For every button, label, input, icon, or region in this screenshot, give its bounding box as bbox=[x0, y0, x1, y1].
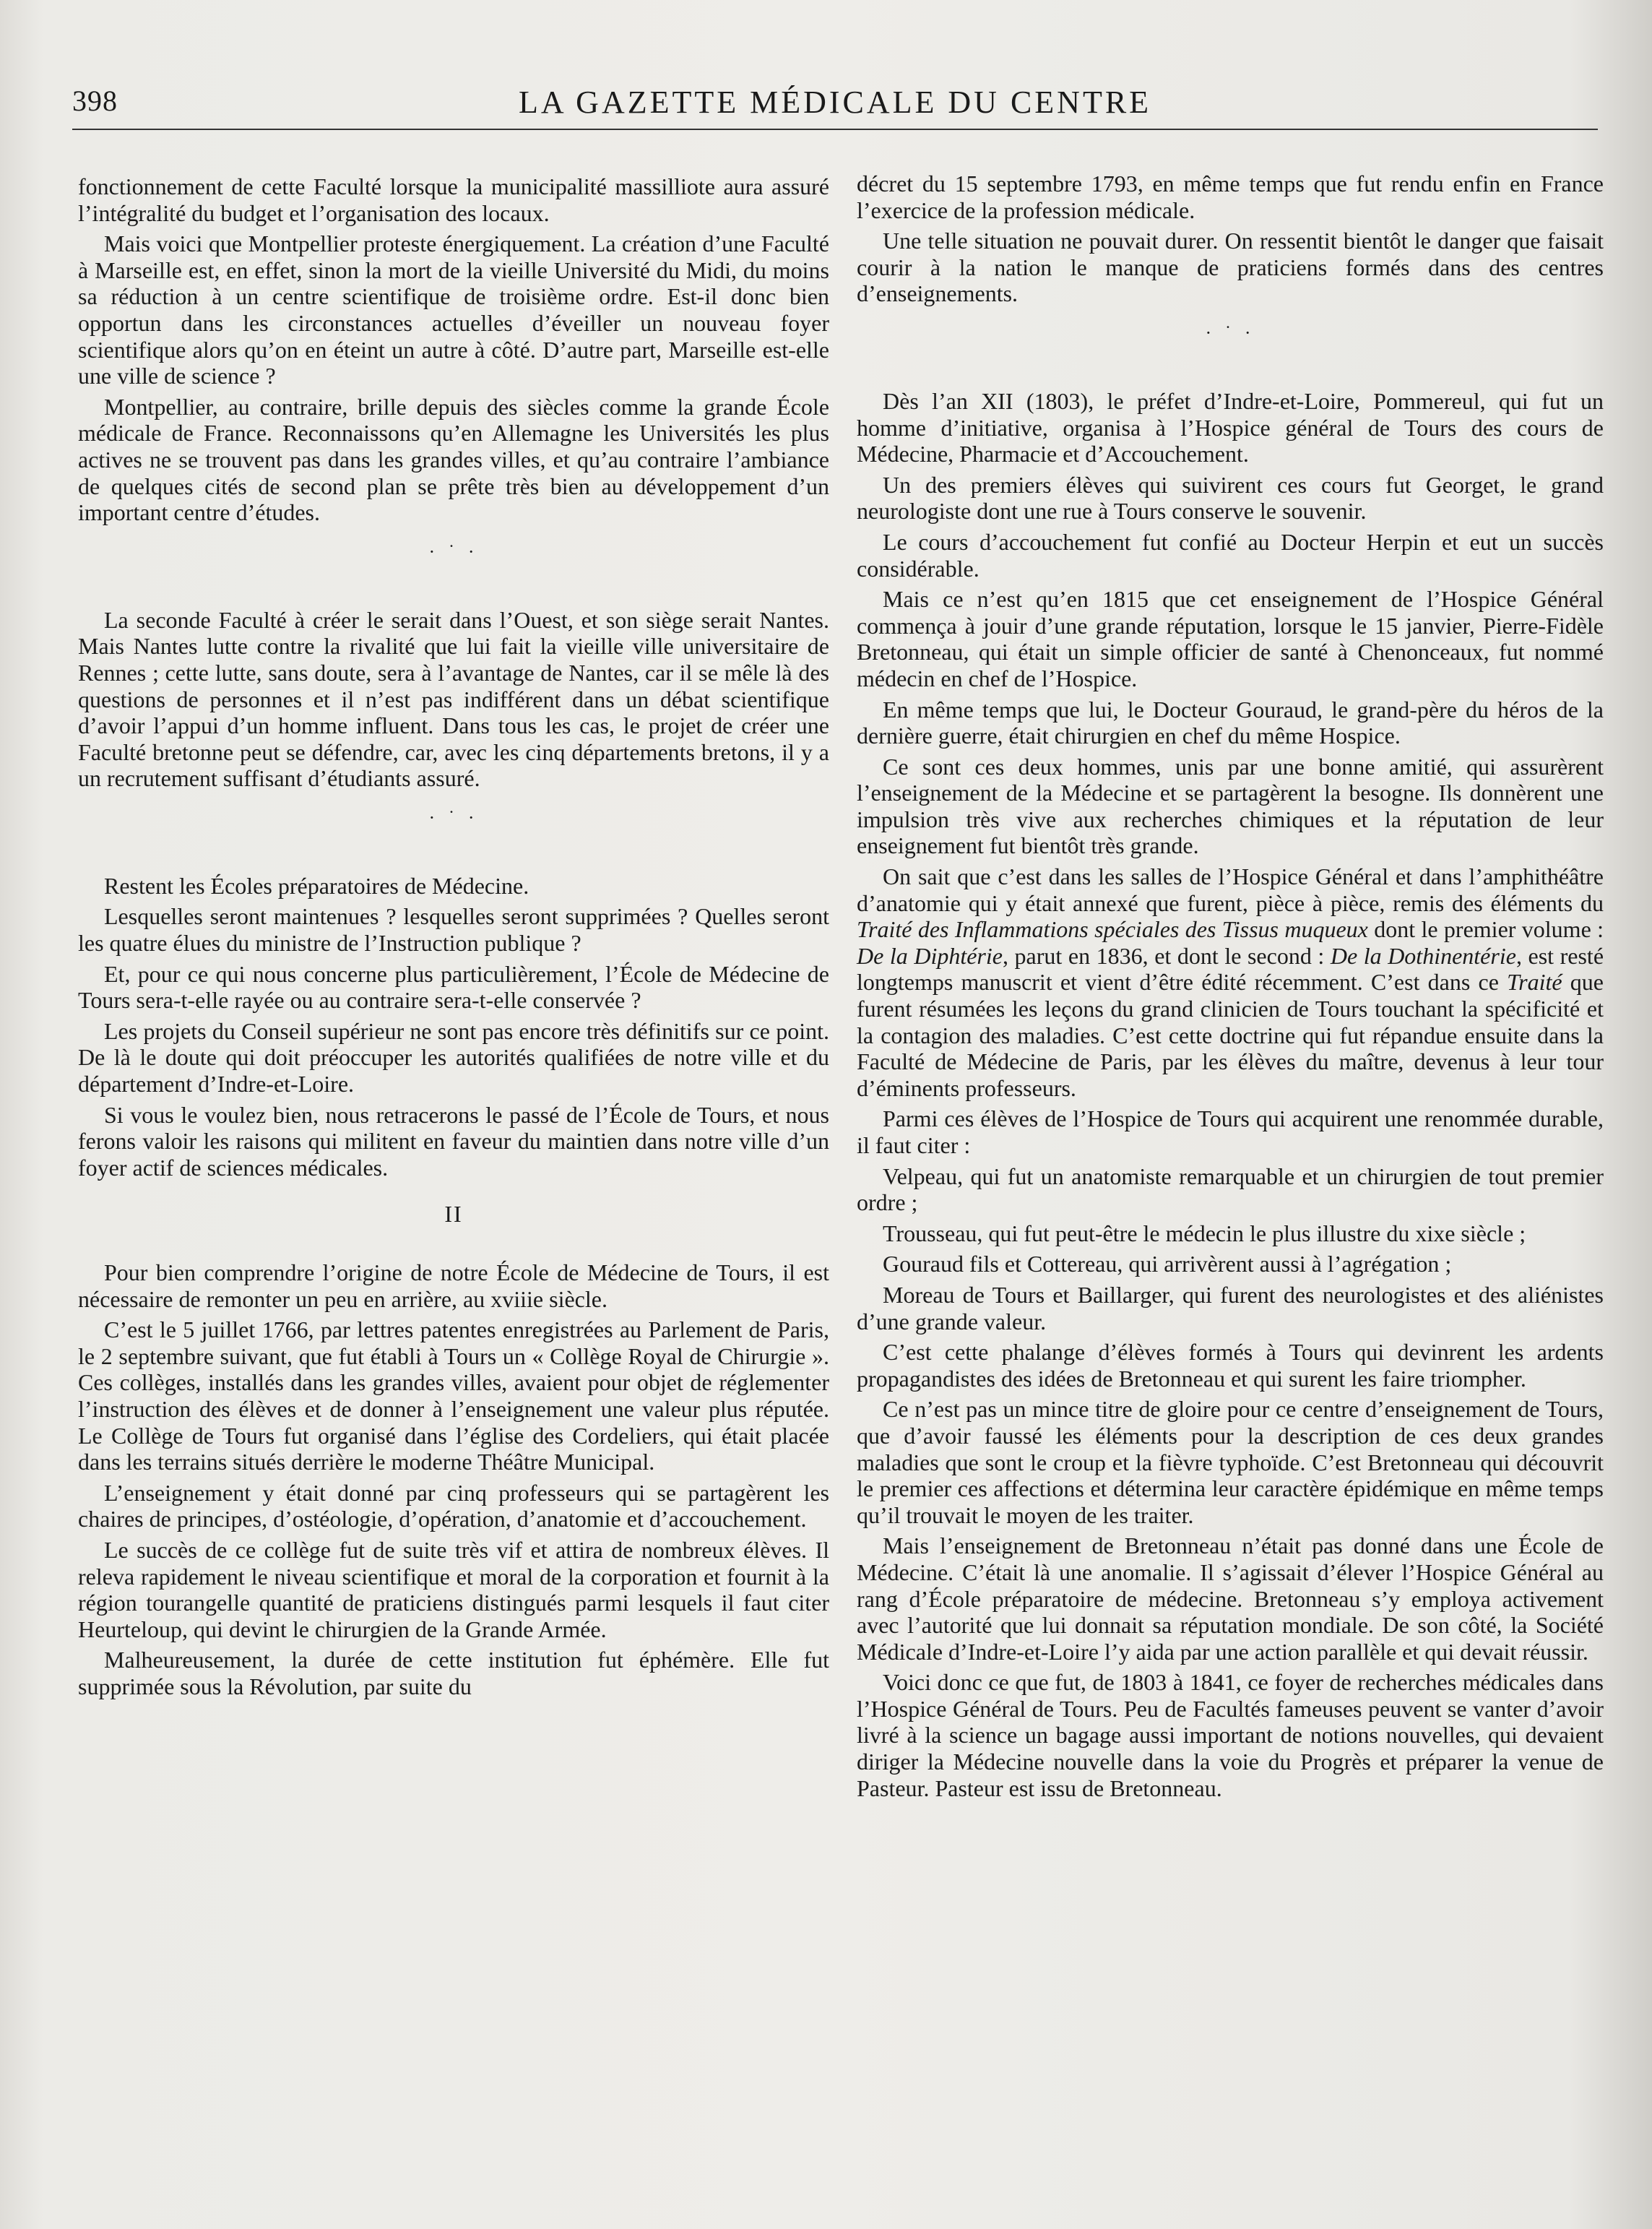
paragraph: Parmi ces élèves de l’Hospice de Tours qui acquirent une renommée durable, il faut citer : bbox=[857, 1105, 1604, 1158]
paragraph: Montpellier, au contraire, brille depuis des siècles comme la grande École médicale de France. Reconnaissons qu’en Allemagne les Universités les plus actives ne se trouvent pas dans les grandes villes, et qu’au contraire l’ambiance de quelques cités de second plan se prête très bien au développement d’un important centre d’études. bbox=[78, 393, 829, 526]
paragraph: Gouraud fils et Cottereau, qui arrivèrent aussi à l’agrégation ; bbox=[883, 1251, 1452, 1277]
page-header bbox=[72, 81, 1598, 132]
volume-title: De la Diphtérie bbox=[857, 942, 1003, 969]
paragraph: L’enseignement y était donné par cinq professeurs qui se partagèrent les chaires de principes, d’ostéologie, d’opération, d’anatomie et d’accouchement. bbox=[78, 1479, 829, 1532]
paragraph: Ce n’est pas un mince titre de gloire pour ce centre d’enseignement de Tours, que d’avoir faussé les éléments pour la description de ces deux grandes maladies que sont le croup et la fièvre typhoïde. C’est Bretonneau qui découvrit le premier ces affections et détermina leur caractère épidémique en même temps qu’il trouvait le moyen de les traiter. bbox=[857, 1396, 1604, 1528]
paragraph: Mais voici que Montpellier proteste énergiquement. La création d’une Faculté à Marseille est, en effet, sinon la mort de la vieille Université du Midi, du moins sa réduction à un centre scientifique de troisième ordre. Est-il donc bien opportun dans les circonstances actuelles d’éveiller un nouveau foyer scientifique alors qu’on en éteint un autre à côté. D’autre part, Marseille est-elle une ville de science ? bbox=[78, 230, 829, 389]
paragraph: Une telle situation ne pouvait durer. On ressentit bientôt le danger que faisait courir à la nation le manque de praticiens formés dans des centres d’enseignements. bbox=[857, 228, 1604, 307]
volume-title: De la Dothinentérie bbox=[1330, 942, 1516, 969]
paragraph-bretonneau-traite: On sait que c’est dans les salles de l’Hospice Général et dans l’amphithéâtre d’anatomie qui y était annexé que furent, pièce à pièce, remis des éléments du Traité des Inflammations spéciales des Tissus muqueux dont le premier volume : De la Diphtérie, parut en 1836, et dont le second : De la Dothinentérie, est resté longtemps manuscrit et vient d’être édité récemment. C’est dans ce Traité que furent résumées les leçons du grand clinicien de Tours touchant la spécificité et la contagion des maladies. C’est cette doctrine qui fut répandue ensuite dans la Faculté de Médecine de Paris, par les élèves du maître, devenus à leur tour d’éminents professeurs. bbox=[857, 863, 1604, 1101]
paragraph: Les projets du Conseil supérieur ne sont pas encore très définitifs sur ce point. De là le doute qui doit préoccuper les autorités qualifiées de notre ville et du département d’Indre-et-Loire. bbox=[78, 1017, 829, 1098]
paragraph: Mais l’enseignement de Bretonneau n’était pas donné dans une École de Médecine. C’était là une anomalie. Il s’agissait d’élever l’Hospice Général au rang d’École préparatoire de médecine. Bretonneau s’y employa activement avec l’autorité que lui donnait sa réputation mondiale. De son côté, la Société Médicale d’Indre-et-Loire l’y aida par une action parallèle et qui devait réussir. bbox=[857, 1532, 1604, 1665]
paragraph: décret du 15 septembre 1793, en même temps que fut rendu enfin en France l’exercice de la profession médicale. bbox=[857, 171, 1604, 223]
paragraph: La seconde Faculté à créer le serait dans l’Ouest, et son siège serait Nantes. Mais Nantes lutte contre la rivalité que lui fait la vieille ville universitaire de Rennes ; cette lutte, sans doute, sera à l’avantage de Nantes, car il se mêle là des questions de personnes et il n’est pas indifférent dans un débat scientifique d’avoir l’appui d’un homme influent. Dans tous les cas, le projet de créer une Faculté bretonne peut se défendre, car, avec les cinq départements bretons, il y a un recrutement suffisant d’étudiants assuré. bbox=[78, 606, 829, 792]
paragraph: Et, pour ce qui nous concerne plus particulièrement, l’École de Médecine de Tours sera-t-elle rayée ou au contraire sera-t-elle conservée ? bbox=[78, 960, 829, 1014]
left-column bbox=[78, 173, 829, 1704]
right-column bbox=[857, 171, 1604, 1806]
paragraph: Un des premiers élèves qui suivirent ces cours fut Georget, le grand neurologiste dont une rue à Tours conserve le souvenir. bbox=[857, 471, 1604, 525]
section-number: II bbox=[444, 1201, 463, 1228]
paragraph: fonctionnement de cette Faculté lorsque la municipalité massilliote aura assuré l’intégralité du budget et l’organisation des locaux. bbox=[78, 173, 829, 226]
paragraph: Moreau de Tours et Baillarger, qui furent des neurologistes et des aliénistes d’une grande valeur. bbox=[857, 1281, 1604, 1335]
paragraph: Dès l’an XII (1803), le préfet d’Indre-et-Loire, Pommereul, qui fut un homme d’initiative, organisa à l’Hospice général de Tours des cours de Médecine, Pharmacie et d’Accouchement. bbox=[857, 387, 1604, 467]
section-separator: · ˙ · bbox=[1205, 322, 1255, 343]
paragraph: Mais ce n’est qu’en 1815 que cet enseignement de l’Hospice Général commença à jouir d’une grande réputation, lorsque le 15 janvier, Pierre-Fidèle Bretonneau, qui était un simple officier de santé à Chenonceaux, fut nommé médecin en chef de l’Hospice. bbox=[857, 586, 1604, 691]
book-title: Traité des Inflammations spéciales des Tissus muqueux bbox=[857, 916, 1368, 943]
paragraph: Malheureusement, la durée de cette institution fut éphémère. Elle fut supprimée sous la Révolution, par suite du bbox=[78, 1647, 829, 1699]
paragraph: Lesquelles seront maintenues ? lesquelles seront supprimées ? Quelles seront les quatre élues du ministre de l’Instruction publique ? bbox=[78, 903, 829, 957]
paragraph: Le cours d’accouchement fut confié au Docteur Herpin et eut un succès considérable. bbox=[857, 528, 1604, 582]
header-rule bbox=[72, 129, 1598, 130]
paragraph: Restent les Écoles préparatoires de Médecine. bbox=[104, 872, 529, 899]
paragraph: Trousseau, qui fut peut-être le médecin le plus illustre du xixe siècle ; bbox=[883, 1220, 1526, 1246]
paragraph: Le succès de ce collège fut de suite très vif et attira de nombreux élèves. Il releva rapidement le niveau scientifique et moral de la corporation et fournit à la région tourangelle quantité de praticiens distingués parmi lesquels il faut citer Heurteloup, qui devint le chirurgien de la Grande Armée. bbox=[78, 1536, 829, 1642]
paragraph: Ce sont ces deux hommes, unis par une bonne amitié, qui assurèrent l’enseignement de la Médecine et se partagèrent la besogne. Ils donnèrent une impulsion très vive aux recherches chimiques et la réputation de leur enseignement fut bientôt très grande. bbox=[857, 753, 1604, 859]
paragraph: Pour bien comprendre l’origine de notre École de Médecine de Tours, il est nécessaire de remonter un peu en arrière, au xviiie siècle. bbox=[78, 1259, 829, 1312]
paragraph: Si vous le voulez bien, nous retracerons le passé de l’École de Tours, et nous ferons valoir les raisons qui militent en faveur du maintien dans notre ville d’un foyer actif de sciences médicales. bbox=[78, 1101, 829, 1181]
paragraph: C’est cette phalange d’élèves formés à Tours qui devinrent les ardents propagandistes des idées de Bretonneau et qui surent les faire triompher. bbox=[857, 1339, 1604, 1392]
page-number: 398 bbox=[72, 85, 118, 117]
section-separator: · ˙ · bbox=[428, 540, 479, 562]
book-title: Traité bbox=[1507, 969, 1562, 996]
running-title: LA GAZETTE MÉDICALE DU CENTRE bbox=[518, 85, 1152, 120]
paragraph: En même temps que lui, le Docteur Gouraud, le grand-père du héros de la dernière guerre, était chirurgien en chef du même Hospice. bbox=[857, 696, 1604, 749]
paragraph: Voici donc ce que fut, de 1803 à 1841, ce foyer de recherches médicales dans l’Hospice Général de Tours. Peu de Facultés fameuses peuvent se vanter d’avoir livré à la science un bagage aussi important de notions nouvelles, qui devaient diriger la Médecine nouvelle dans la voie du Progrès et préparer la venue de Pasteur. Pasteur est issu de Bretonneau. bbox=[857, 1669, 1604, 1801]
section-separator: · ˙ · bbox=[428, 806, 479, 828]
paragraph: C’est le 5 juillet 1766, par lettres patentes enregistrées au Parlement de Paris, le 2 septembre suivant, que fut établi à Tours un « Collège Royal de Chirurgie ». Ces collèges, installés dans les grandes villes, avaient pour objet de réglementer l’instruction des élèves et de donner à l’enseignement une valeur plus réputée. Le Collège de Tours fut organisé dans l’église des Cordeliers, qui était placée dans les terrains situés derrière le moderne Théâtre Municipal. bbox=[78, 1316, 829, 1475]
paragraph: Velpeau, qui fut un anatomiste remarquable et un chirurgien de tout premier ordre ; bbox=[857, 1163, 1604, 1216]
